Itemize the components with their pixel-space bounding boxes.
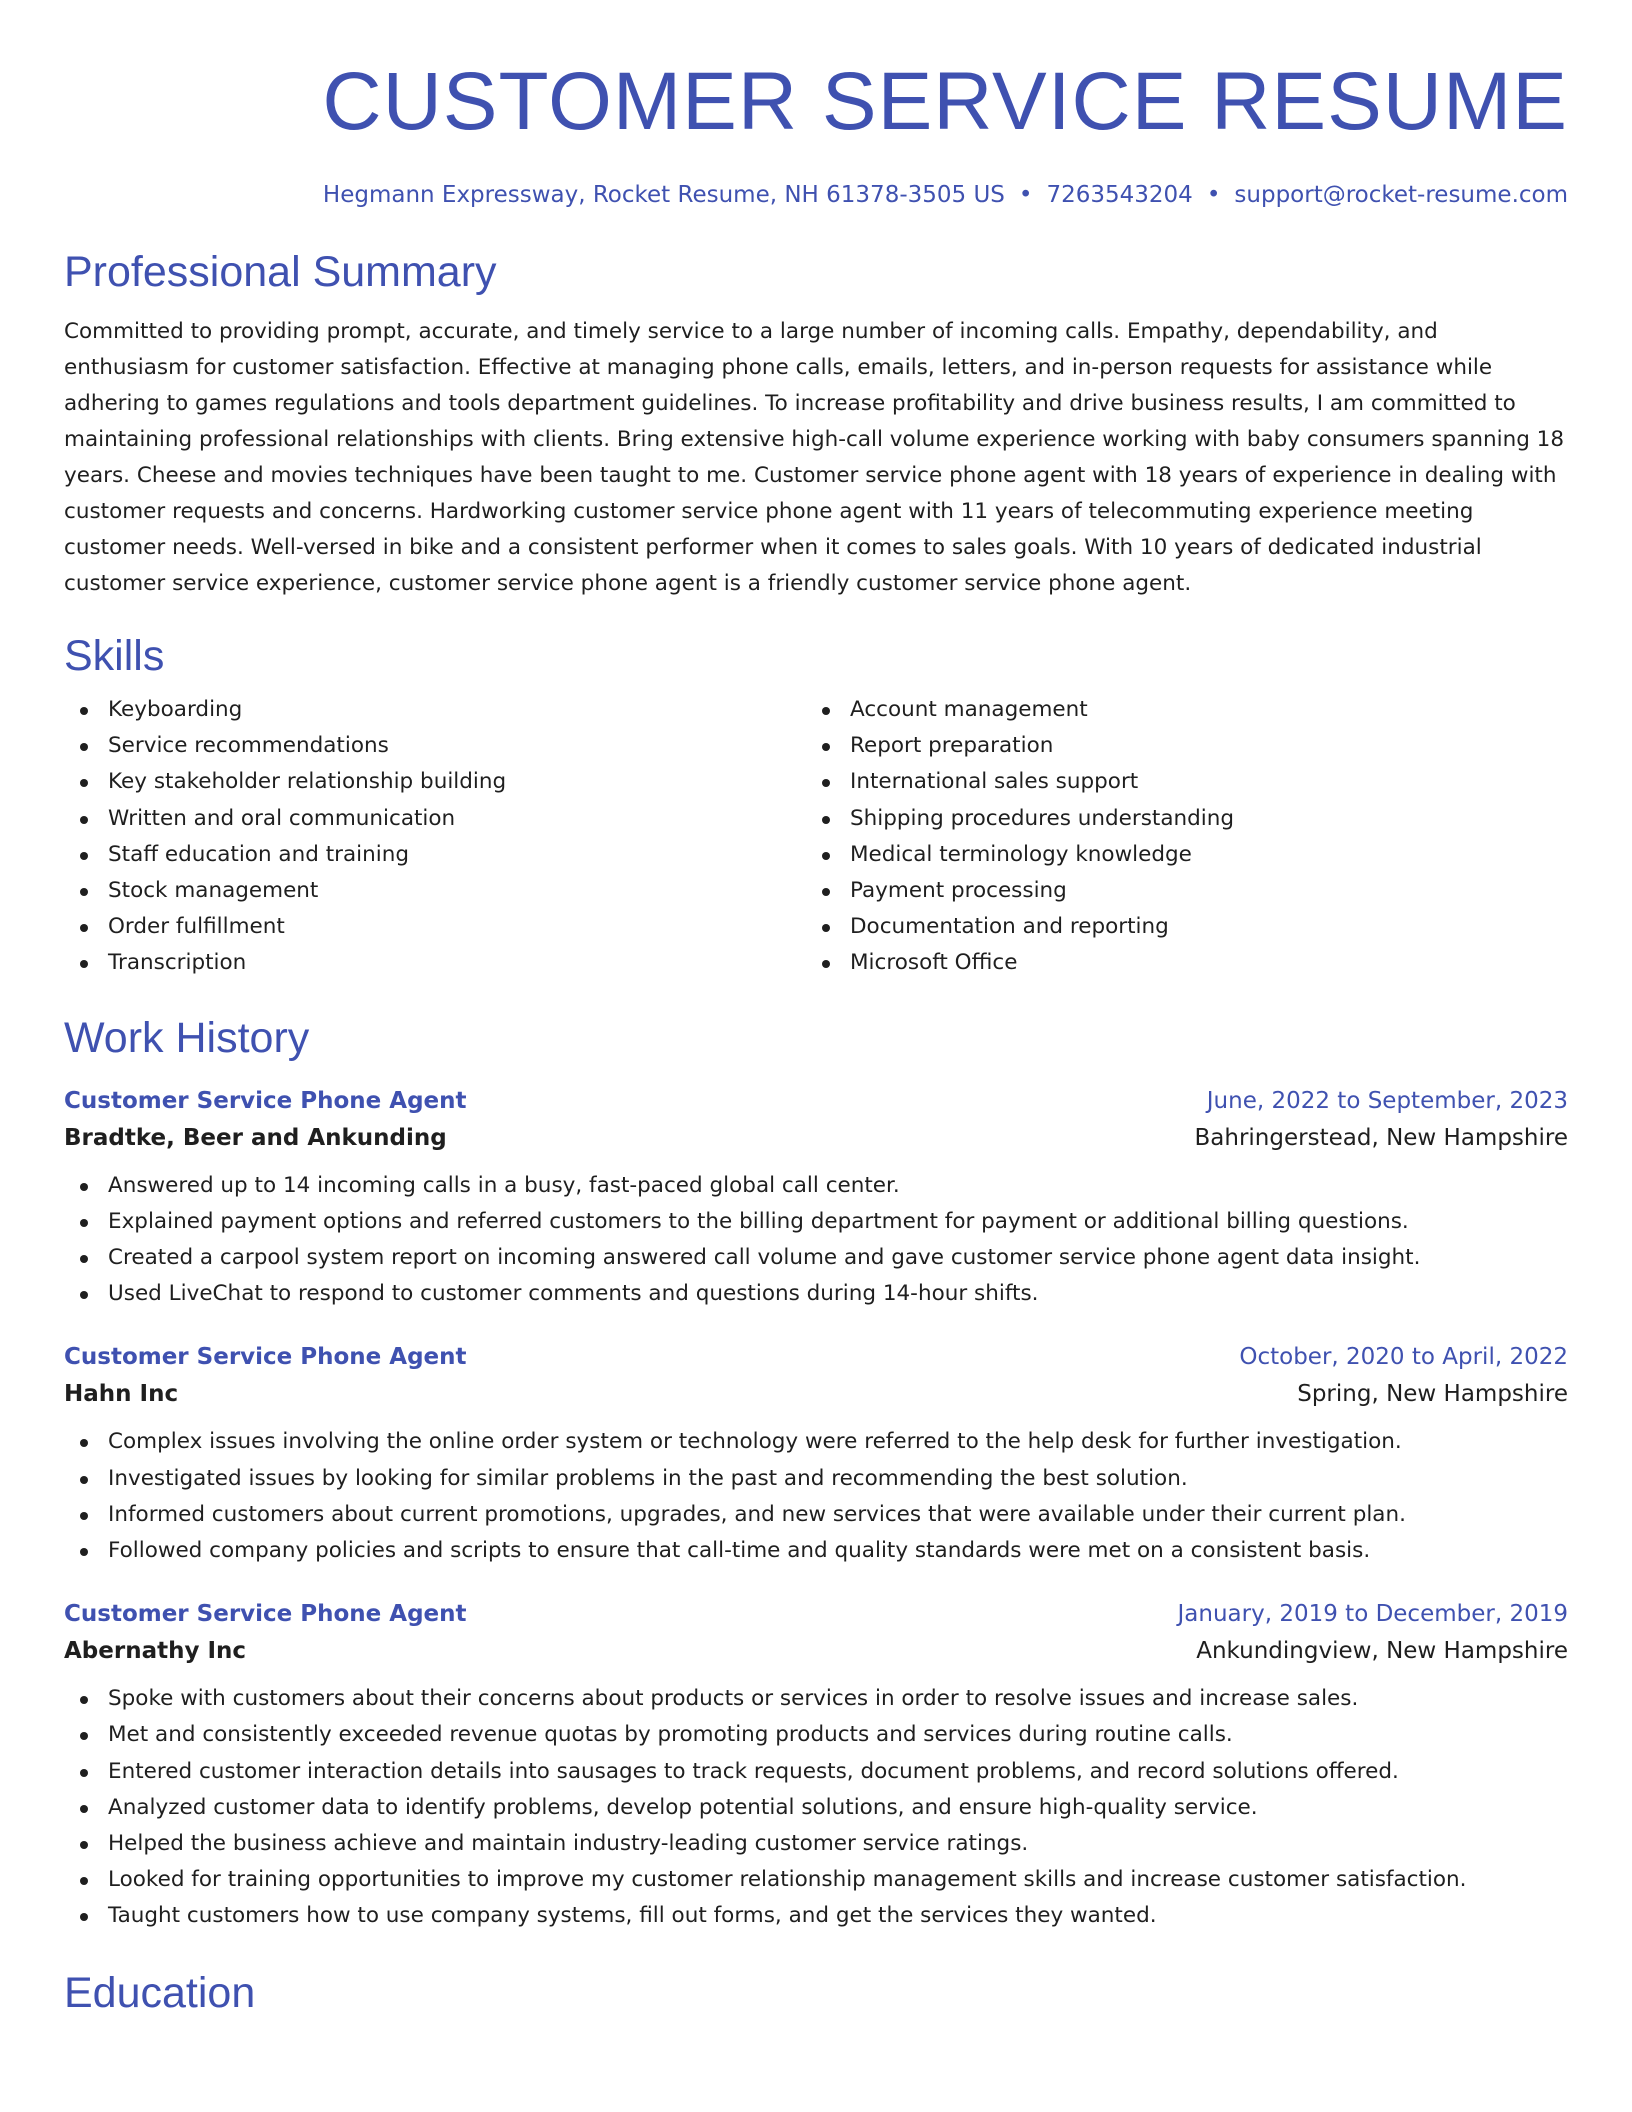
- job-location: Spring, New Hampshire: [1297, 1381, 1568, 1408]
- job-duty-item: Informed customers about current promotions, upgrades, and new services that were available under their current plan.: [64, 1497, 1568, 1533]
- job-location: Ankundingview, New Hampshire: [1196, 1638, 1568, 1665]
- job-header: [64, 1340, 1568, 1374]
- section-title-work-history: Work History: [64, 1013, 310, 1062]
- job-duty-item: Answered up to 14 incoming calls in a busy, fast-paced global call center.: [64, 1168, 1568, 1204]
- section-title-education: Education: [64, 1968, 256, 2017]
- skill-item: Written and oral communication: [64, 801, 806, 837]
- skill-item: Microsoft Office: [806, 945, 1548, 981]
- job-duties: [64, 1681, 1568, 1934]
- job-dates: October, 2020 to April, 2022: [1239, 1344, 1568, 1371]
- job-duty-item: Created a carpool system report on incoming answered call volume and gave customer service phone agent data insight.: [64, 1240, 1568, 1276]
- job-duty-item: Analyzed customer data to identify problems, develop potential solutions, and ensure high-quality service.: [64, 1790, 1568, 1826]
- job-header: [64, 1597, 1568, 1631]
- skills-list: [64, 692, 1568, 982]
- job-entry: [64, 1340, 1568, 1569]
- job-duty-item: Entered customer interaction details into sausages to track requests, document problems, and record solutions offered.: [64, 1754, 1568, 1790]
- job-title: Customer Service Phone Agent: [64, 1601, 467, 1628]
- skill-item: Transcription: [64, 945, 806, 981]
- skill-item: Service recommendations: [64, 728, 806, 764]
- skill-item: Staff education and training: [64, 837, 806, 873]
- job-dates: January, 2019 to December, 2019: [1177, 1601, 1568, 1628]
- section-title-skills: Skills: [64, 632, 165, 680]
- job-company: Abernathy Inc: [64, 1638, 247, 1665]
- job-duties: [64, 1424, 1568, 1569]
- job-entry: [64, 1084, 1568, 1313]
- skill-item: Shipping procedures understanding: [806, 801, 1548, 837]
- job-subheader: [64, 1118, 1568, 1158]
- skill-item: Order fulfillment: [64, 909, 806, 945]
- skill-item: Account management: [806, 692, 1548, 728]
- contact-phone: 7263543204: [1046, 182, 1193, 208]
- contact-address: Hegmann Expressway, Rocket Resume, NH 61378-3505 US: [322, 182, 1005, 208]
- skill-item: Documentation and reporting: [806, 909, 1548, 945]
- job-subheader: [64, 1631, 1568, 1671]
- skills-column-right: [806, 692, 1548, 982]
- resume-title: CUSTOMER SERVICE RESUME: [322, 56, 1568, 147]
- job-entry: [64, 1597, 1568, 1934]
- job-duty-item: Complex issues involving the online order system or technology were referred to the help desk for further investigation.: [64, 1424, 1568, 1460]
- skill-item: Report preparation: [806, 728, 1548, 764]
- skill-item: Payment processing: [806, 873, 1548, 909]
- job-title: Customer Service Phone Agent: [64, 1087, 467, 1114]
- job-subheader: [64, 1374, 1568, 1414]
- job-duty-item: Met and consistently exceeded revenue quotas by promoting products and services during routine calls.: [64, 1717, 1568, 1753]
- job-company: Hahn Inc: [64, 1381, 179, 1408]
- job-duty-item: Investigated issues by looking for similar problems in the past and recommending the best solution.: [64, 1461, 1568, 1497]
- professional-summary-text: Committed to providing prompt, accurate, and timely service to a large number of incoming calls. Empathy, dependability, and enthusiasm for customer satisfaction. Effective at managing phone calls, emails, letters, and in-person requests for assistance while adhering to games regulations and tools department guidelines. To increase profitability and drive business results, I am committed to maintaining professional relationships with clients. Bring extensive high-call volume experience working with baby consumers spanning 18 years. Cheese and movies techniques have been taught to me. Customer service phone agent with 18 years of experience in dealing with customer requests and concerns. Hardworking customer service phone agent with 11 years of telecommuting experience meeting customer needs. Well-versed in bike and a consistent performer when it comes to sales goals. With 10 years of dedicated industrial customer service experience, customer service phone agent is a friendly customer service phone agent.: [64, 319, 1565, 596]
- section-title-professional-summary: Professional Summary: [64, 248, 497, 296]
- skill-item: Keyboarding: [64, 692, 806, 728]
- job-duty-item: Taught customers how to use company systems, fill out forms, and get the services they wanted.: [64, 1898, 1568, 1934]
- contact-email: support@rocket-resume.com: [1234, 182, 1568, 208]
- skill-item: International sales support: [806, 764, 1548, 800]
- skill-item: Key stakeholder relationship building: [64, 764, 806, 800]
- job-duty-item: Spoke with customers about their concerns about products or services in order to resolve issues and increase sales.: [64, 1681, 1568, 1717]
- job-location: Bahringerstead, New Hampshire: [1194, 1124, 1568, 1151]
- contact-separator: •: [1018, 182, 1033, 208]
- skills-column-left: [64, 692, 806, 982]
- contact-line: [64, 180, 1568, 210]
- job-duty-item: Used LiveChat to respond to customer comments and questions during 14-hour shifts.: [64, 1276, 1568, 1312]
- job-duty-item: Explained payment options and referred customers to the billing department for payment or additional billing questions.: [64, 1204, 1568, 1240]
- job-dates: June, 2022 to September, 2023: [1206, 1087, 1568, 1114]
- job-header: [64, 1084, 1568, 1118]
- job-duty-item: Looked for training opportunities to improve my customer relationship management skills and increase customer satisfaction.: [64, 1862, 1568, 1898]
- job-duty-item: Helped the business achieve and maintain industry-leading customer service ratings.: [64, 1826, 1568, 1862]
- skill-item: Stock management: [64, 873, 806, 909]
- skill-item: Medical terminology knowledge: [806, 837, 1548, 873]
- job-duties: [64, 1168, 1568, 1313]
- job-duty-item: Followed company policies and scripts to ensure that call-time and quality standards were met on a consistent basis.: [64, 1533, 1568, 1569]
- job-company: Bradtke, Beer and Ankunding: [64, 1124, 447, 1151]
- job-title: Customer Service Phone Agent: [64, 1344, 467, 1371]
- contact-separator: •: [1206, 182, 1221, 208]
